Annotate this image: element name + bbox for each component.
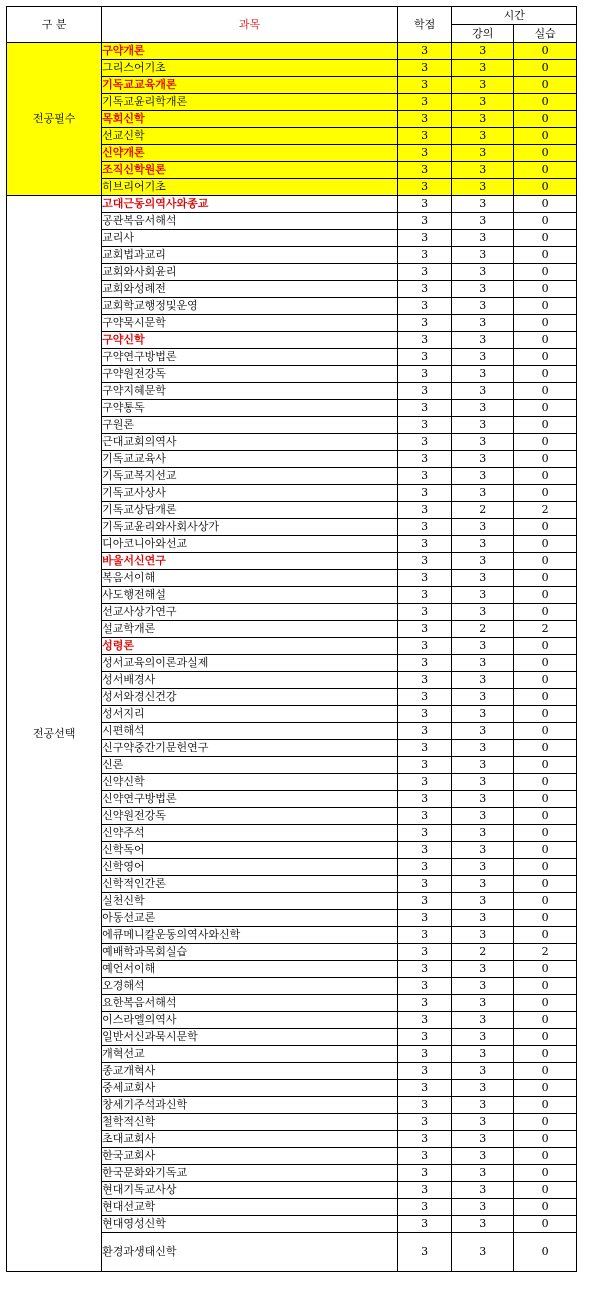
course-name-cell: 기독교윤리와사회사상가 [102,519,398,536]
practice-hours-cell: 0 [514,927,577,944]
lecture-hours-cell: 3 [452,1097,514,1114]
lecture-hours-cell: 3 [452,791,514,808]
practice-hours-cell: 0 [514,349,577,366]
lecture-hours-cell: 3 [452,519,514,536]
practice-hours-cell: 0 [514,43,577,60]
credit-cell: 3 [397,43,452,60]
course-name-cell: 고대근동의역사와종교 [102,196,398,213]
credit-cell: 3 [397,723,452,740]
curriculum-table [6,6,577,1272]
credit-cell: 3 [397,145,452,162]
credit-cell: 3 [397,383,452,400]
course-name-cell: 구약통독 [102,400,398,417]
practice-hours-cell: 0 [514,60,577,77]
credit-cell: 3 [397,400,452,417]
lecture-hours-cell: 3 [452,451,514,468]
course-name-cell: 아동선교론 [102,910,398,927]
lecture-hours-cell: 3 [452,111,514,128]
credit-cell: 3 [397,281,452,298]
course-name-cell: 디아코니아와선교 [102,536,398,553]
lecture-hours-cell: 3 [452,978,514,995]
lecture-hours-cell: 3 [452,1080,514,1097]
practice-hours-cell: 0 [514,740,577,757]
practice-hours-cell: 0 [514,77,577,94]
course-name-cell: 요한복음서해석 [102,995,398,1012]
practice-hours-cell: 0 [514,689,577,706]
course-name-cell: 구약개론 [102,43,398,60]
practice-hours-cell: 0 [514,1131,577,1148]
course-name-cell: 기독교복지선교 [102,468,398,485]
course-name-cell: 설교학개론 [102,621,398,638]
lecture-hours-cell: 3 [452,1029,514,1046]
course-name-cell: 에큐메니칼운동의역사와신학 [102,927,398,944]
table-row [7,196,577,213]
practice-hours-cell: 0 [514,230,577,247]
credit-cell: 3 [397,791,452,808]
credit-cell: 3 [397,60,452,77]
course-name-cell: 환경과생태신학 [102,1233,398,1272]
credit-cell: 3 [397,570,452,587]
practice-hours-cell: 0 [514,1165,577,1182]
lecture-hours-cell: 3 [452,774,514,791]
credit-cell: 3 [397,1165,452,1182]
credit-cell: 3 [397,689,452,706]
lecture-hours-cell: 2 [452,621,514,638]
credit-cell: 3 [397,1080,452,1097]
practice-hours-cell: 0 [514,1097,577,1114]
lecture-hours-cell: 3 [452,94,514,111]
credit-cell: 3 [397,77,452,94]
practice-hours-cell: 0 [514,655,577,672]
practice-hours-cell: 0 [514,604,577,621]
credit-cell: 3 [397,162,452,179]
lecture-hours-cell: 3 [452,757,514,774]
credit-cell: 3 [397,179,452,196]
course-name-cell: 기독교상담개론 [102,502,398,519]
credit-cell: 3 [397,740,452,757]
lecture-hours-cell: 3 [452,842,514,859]
credit-cell: 3 [397,536,452,553]
lecture-hours-cell: 3 [452,179,514,196]
practice-hours-cell: 0 [514,672,577,689]
practice-hours-cell: 0 [514,859,577,876]
course-name-cell: 교회와사회윤리 [102,264,398,281]
credit-cell: 3 [397,1182,452,1199]
lecture-hours-cell: 3 [452,1148,514,1165]
practice-hours-cell: 0 [514,400,577,417]
lecture-hours-cell: 2 [452,944,514,961]
lecture-hours-cell: 3 [452,723,514,740]
lecture-hours-cell: 3 [452,825,514,842]
practice-hours-cell: 0 [514,723,577,740]
practice-hours-cell: 0 [514,553,577,570]
credit-cell: 3 [397,825,452,842]
credit-cell: 3 [397,604,452,621]
header-hours: 시간 [452,7,577,25]
practice-hours-cell: 0 [514,1233,577,1272]
credit-cell: 3 [397,876,452,893]
course-name-cell: 구약묵시문학 [102,315,398,332]
lecture-hours-cell: 3 [452,638,514,655]
practice-hours-cell: 2 [514,502,577,519]
course-name-cell: 신약주석 [102,825,398,842]
lecture-hours-cell: 3 [452,672,514,689]
course-name-cell: 신약원전강독 [102,808,398,825]
credit-cell: 3 [397,944,452,961]
table-row [7,43,577,60]
practice-hours-cell: 0 [514,774,577,791]
course-name-cell: 성서교육의이론과실제 [102,655,398,672]
practice-hours-cell: 0 [514,961,577,978]
credit-cell: 3 [397,672,452,689]
credit-cell: 3 [397,842,452,859]
credit-cell: 3 [397,128,452,145]
lecture-hours-cell: 3 [452,1216,514,1233]
course-name-cell: 성서지리 [102,706,398,723]
lecture-hours-cell: 3 [452,145,514,162]
practice-hours-cell: 0 [514,706,577,723]
lecture-hours-cell: 3 [452,213,514,230]
credit-cell: 3 [397,502,452,519]
practice-hours-cell: 0 [514,808,577,825]
practice-hours-cell: 0 [514,876,577,893]
practice-hours-cell: 0 [514,1182,577,1199]
practice-hours-cell: 0 [514,383,577,400]
credit-cell: 3 [397,893,452,910]
lecture-hours-cell: 3 [452,1233,514,1272]
credit-cell: 3 [397,196,452,213]
practice-hours-cell: 0 [514,1046,577,1063]
practice-hours-cell: 0 [514,1029,577,1046]
practice-hours-cell: 0 [514,536,577,553]
course-name-cell: 교회학교행정및운영 [102,298,398,315]
lecture-hours-cell: 3 [452,349,514,366]
lecture-hours-cell: 3 [452,808,514,825]
course-name-cell: 히브리어기초 [102,179,398,196]
lecture-hours-cell: 3 [452,740,514,757]
credit-cell: 3 [397,655,452,672]
practice-hours-cell: 0 [514,825,577,842]
practice-hours-cell: 0 [514,196,577,213]
lecture-hours-cell: 3 [452,927,514,944]
practice-hours-cell: 0 [514,519,577,536]
course-name-cell: 기독교윤리학개론 [102,94,398,111]
course-name-cell: 예언서이해 [102,961,398,978]
credit-cell: 3 [397,1012,452,1029]
lecture-hours-cell: 3 [452,876,514,893]
course-name-cell: 예배학과목회실습 [102,944,398,961]
lecture-hours-cell: 3 [452,655,514,672]
lecture-hours-cell: 3 [452,1131,514,1148]
lecture-hours-cell: 3 [452,1046,514,1063]
lecture-hours-cell: 3 [452,1012,514,1029]
credit-cell: 3 [397,332,452,349]
course-name-cell: 그리스어기초 [102,60,398,77]
header-category: 구 분 [7,7,102,43]
course-name-cell: 구약원전강독 [102,366,398,383]
practice-hours-cell: 0 [514,434,577,451]
course-name-cell: 구약연구방법론 [102,349,398,366]
course-name-cell: 구원론 [102,417,398,434]
lecture-hours-cell: 3 [452,43,514,60]
course-name-cell: 선교사상가연구 [102,604,398,621]
header-course: 과목 [102,7,398,43]
practice-hours-cell: 0 [514,128,577,145]
header-practice: 실습 [514,25,577,43]
lecture-hours-cell: 3 [452,1063,514,1080]
practice-hours-cell: 0 [514,298,577,315]
practice-hours-cell: 0 [514,332,577,349]
course-name-cell: 교리사 [102,230,398,247]
credit-cell: 3 [397,1233,452,1272]
lecture-hours-cell: 3 [452,995,514,1012]
category-cell: 전공선택 [7,196,102,1272]
course-name-cell: 오경해석 [102,978,398,995]
table-body [7,43,577,1272]
credit-cell: 3 [397,1029,452,1046]
course-name-cell: 교회와성례전 [102,281,398,298]
course-name-cell: 신학독어 [102,842,398,859]
course-name-cell: 구약지혜문학 [102,383,398,400]
credit-cell: 3 [397,706,452,723]
course-name-cell: 현대선교학 [102,1199,398,1216]
credit-cell: 3 [397,298,452,315]
credit-cell: 3 [397,1131,452,1148]
practice-hours-cell: 0 [514,213,577,230]
practice-hours-cell: 0 [514,995,577,1012]
practice-hours-cell: 0 [514,485,577,502]
course-name-cell: 신약연구방법론 [102,791,398,808]
credit-cell: 3 [397,859,452,876]
lecture-hours-cell: 3 [452,247,514,264]
lecture-hours-cell: 3 [452,264,514,281]
practice-hours-cell: 0 [514,587,577,604]
lecture-hours-cell: 3 [452,689,514,706]
credit-cell: 3 [397,315,452,332]
course-name-cell: 일반서신과묵시문학 [102,1029,398,1046]
credit-cell: 3 [397,366,452,383]
practice-hours-cell: 0 [514,451,577,468]
credit-cell: 3 [397,621,452,638]
practice-hours-cell: 0 [514,893,577,910]
course-name-cell: 근대교회의역사 [102,434,398,451]
credit-cell: 3 [397,638,452,655]
practice-hours-cell: 0 [514,417,577,434]
credit-cell: 3 [397,1114,452,1131]
lecture-hours-cell: 3 [452,961,514,978]
lecture-hours-cell: 3 [452,298,514,315]
practice-hours-cell: 0 [514,1216,577,1233]
credit-cell: 3 [397,94,452,111]
practice-hours-cell: 0 [514,247,577,264]
credit-cell: 3 [397,519,452,536]
credit-cell: 3 [397,264,452,281]
course-name-cell: 현대기독교사상 [102,1182,398,1199]
lecture-hours-cell: 3 [452,400,514,417]
practice-hours-cell: 0 [514,468,577,485]
lecture-hours-cell: 3 [452,485,514,502]
lecture-hours-cell: 3 [452,1199,514,1216]
course-name-cell: 성서배경사 [102,672,398,689]
course-name-cell: 개혁선교 [102,1046,398,1063]
credit-cell: 3 [397,485,452,502]
credit-cell: 3 [397,553,452,570]
lecture-hours-cell: 3 [452,332,514,349]
credit-cell: 3 [397,1148,452,1165]
course-name-cell: 신약신학 [102,774,398,791]
credit-cell: 3 [397,1063,452,1080]
course-name-cell: 기독교교육사 [102,451,398,468]
practice-hours-cell: 0 [514,179,577,196]
course-name-cell: 실천신학 [102,893,398,910]
course-name-cell: 공관복음서해석 [102,213,398,230]
lecture-hours-cell: 3 [452,570,514,587]
credit-cell: 3 [397,1199,452,1216]
credit-cell: 3 [397,213,452,230]
credit-cell: 3 [397,417,452,434]
credit-cell: 3 [397,808,452,825]
credit-cell: 3 [397,774,452,791]
course-name-cell: 종교개혁사 [102,1063,398,1080]
lecture-hours-cell: 3 [452,468,514,485]
header-lecture: 강의 [452,25,514,43]
course-name-cell: 구약신학 [102,332,398,349]
lecture-hours-cell: 3 [452,434,514,451]
lecture-hours-cell: 3 [452,128,514,145]
lecture-hours-cell: 3 [452,1165,514,1182]
practice-hours-cell: 0 [514,366,577,383]
credit-cell: 3 [397,451,452,468]
lecture-hours-cell: 3 [452,1182,514,1199]
category-cell: 전공필수 [7,43,102,196]
course-name-cell: 성령론 [102,638,398,655]
credit-cell: 3 [397,1097,452,1114]
lecture-hours-cell: 3 [452,196,514,213]
course-name-cell: 기독교사상사 [102,485,398,502]
lecture-hours-cell: 3 [452,77,514,94]
course-name-cell: 한국교회사 [102,1148,398,1165]
credit-cell: 3 [397,587,452,604]
course-name-cell: 창세기주석과신학 [102,1097,398,1114]
lecture-hours-cell: 3 [452,553,514,570]
credit-cell: 3 [397,247,452,264]
lecture-hours-cell: 3 [452,281,514,298]
course-name-cell: 이스라엘의역사 [102,1012,398,1029]
lecture-hours-cell: 2 [452,502,514,519]
lecture-hours-cell: 3 [452,893,514,910]
credit-cell: 3 [397,961,452,978]
practice-hours-cell: 0 [514,1080,577,1097]
practice-hours-cell: 0 [514,162,577,179]
practice-hours-cell: 0 [514,978,577,995]
credit-cell: 3 [397,757,452,774]
lecture-hours-cell: 3 [452,859,514,876]
practice-hours-cell: 0 [514,570,577,587]
practice-hours-cell: 0 [514,264,577,281]
practice-hours-cell: 0 [514,1114,577,1131]
credit-cell: 3 [397,927,452,944]
lecture-hours-cell: 3 [452,706,514,723]
practice-hours-cell: 0 [514,145,577,162]
lecture-hours-cell: 3 [452,1114,514,1131]
credit-cell: 3 [397,910,452,927]
credit-cell: 3 [397,995,452,1012]
course-name-cell: 바울서신연구 [102,553,398,570]
course-name-cell: 초대교회사 [102,1131,398,1148]
course-name-cell: 현대영성신학 [102,1216,398,1233]
course-name-cell: 신론 [102,757,398,774]
practice-hours-cell: 0 [514,1199,577,1216]
lecture-hours-cell: 3 [452,230,514,247]
lecture-hours-cell: 3 [452,417,514,434]
course-name-cell: 신학영어 [102,859,398,876]
practice-hours-cell: 0 [514,842,577,859]
course-name-cell: 한국문화와기독교 [102,1165,398,1182]
practice-hours-cell: 0 [514,757,577,774]
course-name-cell: 신학적인간론 [102,876,398,893]
course-name-cell: 성서와경신건강 [102,689,398,706]
course-name-cell: 기독교교육개론 [102,77,398,94]
practice-hours-cell: 0 [514,1063,577,1080]
credit-cell: 3 [397,349,452,366]
lecture-hours-cell: 3 [452,536,514,553]
lecture-hours-cell: 3 [452,315,514,332]
course-name-cell: 복음서이해 [102,570,398,587]
course-name-cell: 철학적신학 [102,1114,398,1131]
course-name-cell: 선교신학 [102,128,398,145]
lecture-hours-cell: 3 [452,366,514,383]
credit-cell: 3 [397,978,452,995]
practice-hours-cell: 2 [514,621,577,638]
course-name-cell: 목회신학 [102,111,398,128]
credit-cell: 3 [397,434,452,451]
practice-hours-cell: 0 [514,281,577,298]
practice-hours-cell: 0 [514,638,577,655]
credit-cell: 3 [397,111,452,128]
course-name-cell: 신구약중간기문헌연구 [102,740,398,757]
practice-hours-cell: 0 [514,111,577,128]
course-name-cell: 중세교회사 [102,1080,398,1097]
practice-hours-cell: 0 [514,315,577,332]
practice-hours-cell: 0 [514,791,577,808]
credit-cell: 3 [397,230,452,247]
practice-hours-cell: 2 [514,944,577,961]
practice-hours-cell: 0 [514,94,577,111]
course-name-cell: 조직신학원론 [102,162,398,179]
lecture-hours-cell: 3 [452,383,514,400]
lecture-hours-cell: 3 [452,587,514,604]
course-name-cell: 시편해석 [102,723,398,740]
lecture-hours-cell: 3 [452,604,514,621]
lecture-hours-cell: 3 [452,162,514,179]
practice-hours-cell: 0 [514,910,577,927]
course-name-cell: 신약개론 [102,145,398,162]
course-name-cell: 사도행전해설 [102,587,398,604]
credit-cell: 3 [397,1046,452,1063]
practice-hours-cell: 0 [514,1012,577,1029]
practice-hours-cell: 0 [514,1148,577,1165]
header-credit: 학점 [397,7,452,43]
credit-cell: 3 [397,468,452,485]
lecture-hours-cell: 3 [452,910,514,927]
lecture-hours-cell: 3 [452,60,514,77]
credit-cell: 3 [397,1216,452,1233]
course-name-cell: 교회법과교리 [102,247,398,264]
